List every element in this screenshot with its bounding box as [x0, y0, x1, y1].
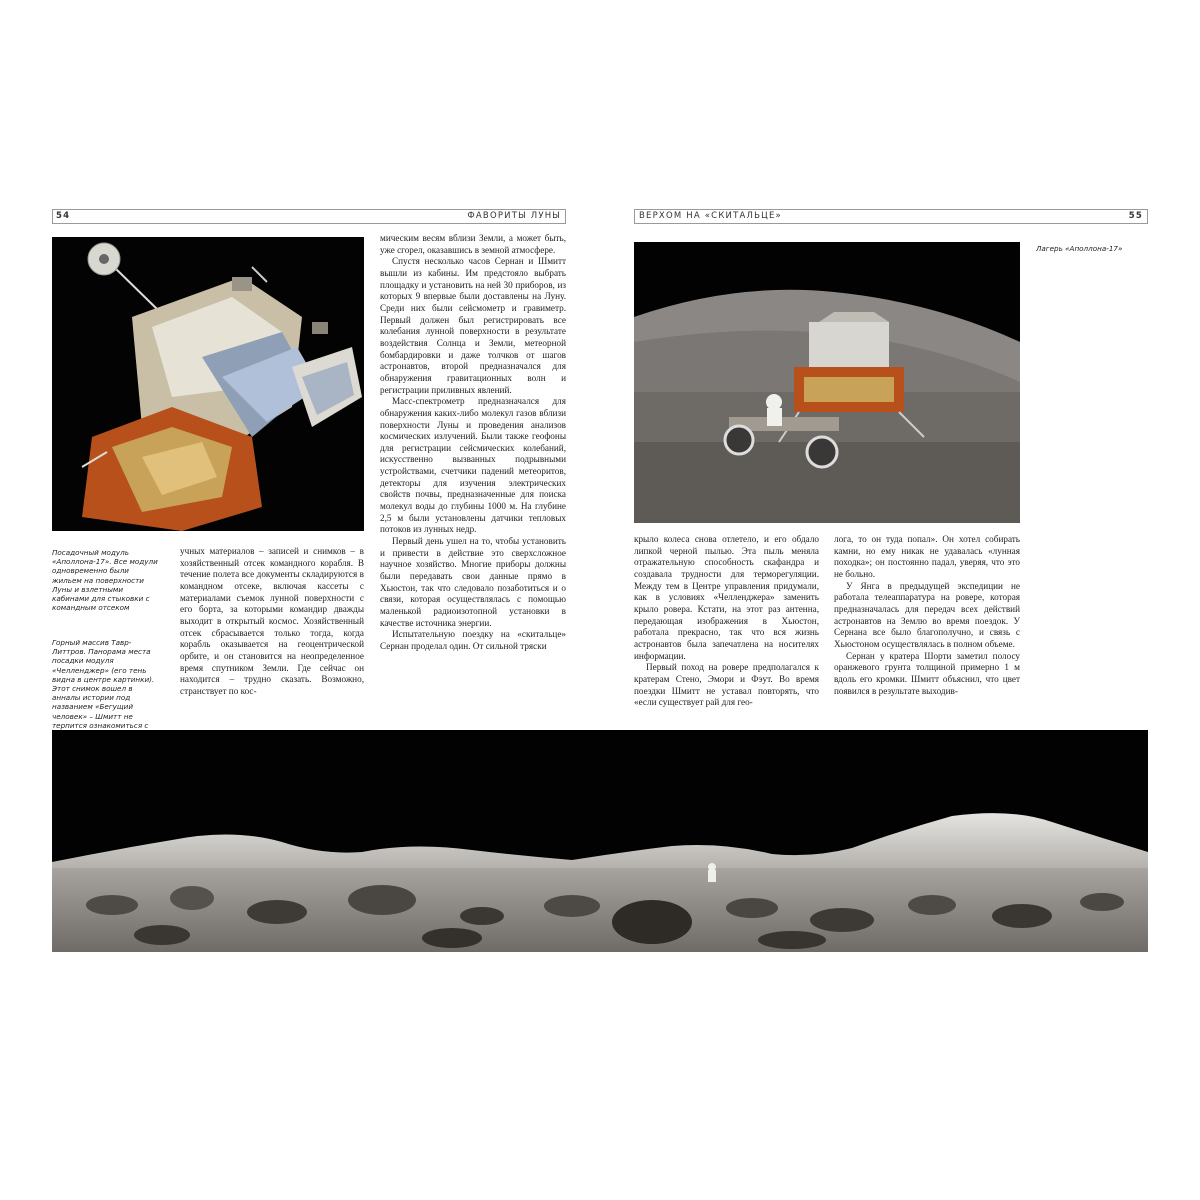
paragraph: Испытательную поездку на «скитальце» Сернан проделал один. От сильной тряски	[380, 629, 566, 651]
paragraph: мическим весям вблизи Земли, а может быть, уже сгорел, оказавшись в земной атмосфере.	[380, 233, 566, 255]
caption-taurus-littrow: Горный массив Тавр-Литтров. Панорама места посадки модуля «Челленджер» (его тень видна в центре картинки). Этот снимок вошел в анналы истории под названием «Бегущий человек» – Шмитт не терпится ознакомиться с	[52, 638, 155, 730]
paragraph: Первый поход на ровере предполагался к кратерам Стено, Эмори и Фэут. Во время поездки Шмитт не уставал повторять, что «если существует рай для гео-	[634, 662, 819, 708]
right-page-number: 55	[1128, 211, 1143, 221]
paragraph: учных материалов – записей и снимков – в хозяйственный отсек командного корабля. В течение полета все документы складируются в командном отсеке, включая кассеты с материалами съемок лунной поверхности с его борта, за которыми командир дважды выходит в открытый космос. Хозяйственный отсек сбрасывается только тогда, когда корабль оказывается на геоцентрической орбите, и он становится на неопределенное время спутником Земли. Где сейчас он находится – трудно сказать. Возможно, странствует по кос-	[180, 546, 364, 696]
left-running-title: ФАВОРИТЫ ЛУНЫ	[467, 211, 561, 221]
paragraph: Спустя несколько часов Сернан и Шмитт вышли из кабины. Им предстояло выбрать площадку и установить на ней 30 приборов, из которых 9 впервые были доставлены на Луну. Среди них были сейсмометр и гравиметр. Первый должен был регистрировать все колебания лунной поверхности в результате воздействия Солнца и Земли, метеорной бомбардировки и даже толчков от шагов астронавтов, второй предназначался для обнаружения гравитационных волн и регистрации приливных явлений.	[380, 256, 566, 395]
text-column-1	[180, 546, 364, 698]
right-header-bar	[634, 209, 1148, 224]
paragraph: крыло колеса снова отлетело, и его обдало липкой черной пылью. Эта пыль меняла отражательную способность скафандра и создавала трудности для терморегуляции. Между тем в Центре управления придумали, как в условиях «Челленджера» заменить крыло ровера. Кстати, на этот раз антенна, передающая изображения в Хьюстон, работала прекрасно, так что вся жизнь астронавтов была запечатлена на носителях информации.	[634, 534, 819, 661]
text-column-4	[834, 534, 1020, 697]
paragraph: Масс-спектрометр предназначался для обнаружения каких-либо молекул газов вблизи поверхности Луны и проведения анализов космических излучений. Были также геофоны для регистрации сейсмических колебаний, искусственно вызванных подрывными устройствами, счетчики падений метеоритов, детекторы для изучения электрических свойств почвы, предназначенные для поиска молекул воды до глубины 1000 м. На глубине 2,5 м были установлены датчики тепловых потоков из лунных недр.	[380, 396, 566, 535]
lunar-panorama-photo	[52, 730, 1148, 952]
caption-apollo-camp: Лагерь «Аполлона-17»	[1036, 244, 1123, 253]
left-page-number: 54	[56, 211, 71, 221]
lunar-module-photo	[52, 237, 364, 531]
text-column-3	[634, 534, 819, 709]
lunar-rover-photo	[634, 242, 1020, 523]
text-column-2	[380, 233, 566, 653]
left-header-bar	[52, 209, 566, 224]
paragraph: Сернан у кратера Шорти заметил полосу оранжевого грунта толщиной примерно 1 м вдоль его кромки. Шмитт объяснил, что цвет появился в результате выходив-	[834, 650, 1020, 696]
paragraph: лога, то он туда попал». Он хотел собирать камни, но ему никак не удавалась «лунная походка»; он постоянно падал, уверяя, что это не больно.	[834, 534, 1020, 579]
right-running-title: ВЕРХОМ НА «СКИТАЛЬЦЕ»	[639, 211, 782, 221]
paragraph: Первый день ушел на то, чтобы установить и привести в действие это сверхсложное научное хозяйство. Многие приборы должны были передавать свои данные прямо в Хьюстон, так что следовало позаботиться и о связи, которая осуществлялась с помощью маленькой радиоизотопной установки в качестве источника энергии.	[380, 536, 566, 628]
caption-lunar-module: Посадочный модуль «Аполлона-17». Все модули одновременно были жильем на поверхности Луны и взлетными кабинами для стыковки с командным отсеком	[52, 548, 158, 613]
paragraph: У Янга в предыдущей экспедиции не работала телеаппаратура на ровере, которая предназначалась для передач всех действий астронавтов на Землю во время поездок. У Сернана все было благополучно, и связь с Хьюстоном осуществлялась в полном объеме.	[834, 580, 1020, 649]
